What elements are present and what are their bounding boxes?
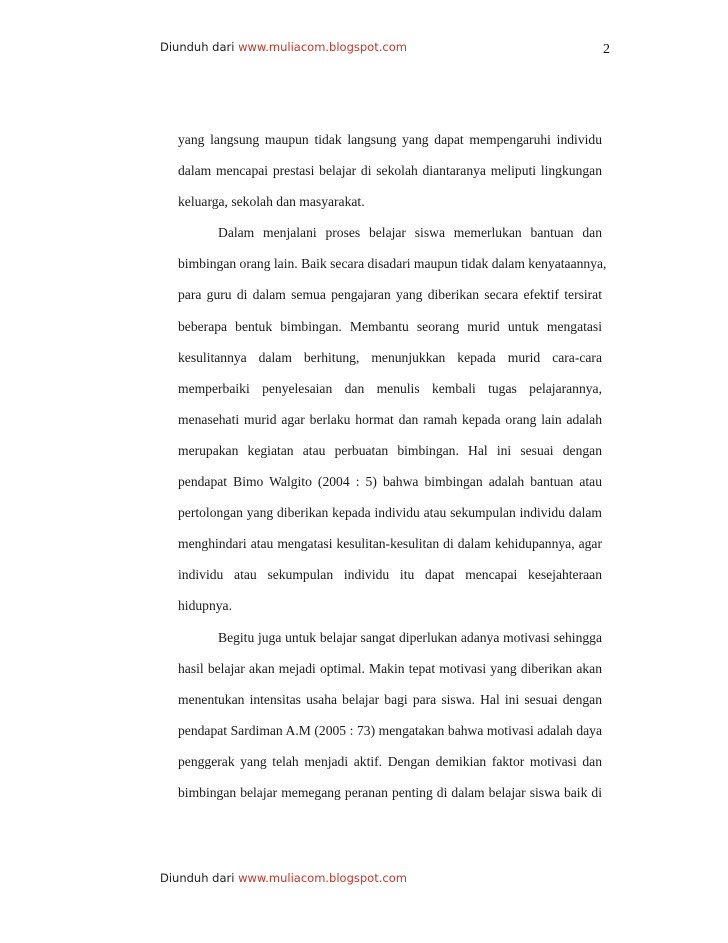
text-line: dalam mencapai prestasi belajar di sekolah diantaranya meliputi lingkungan <box>178 163 602 179</box>
text-line: keluarga, sekolah dan masyarakat. <box>178 194 365 210</box>
text-line: Begitu juga untuk belajar sangat diperlukan adanya motivasi sehingga <box>218 629 602 645</box>
source-link[interactable]: www.muliacom.blogspot.com <box>238 40 407 54</box>
paragraph <box>178 622 602 809</box>
text-line: Dalam menjalani proses belajar siswa memerlukan bantuan dan <box>218 225 602 241</box>
footer-link[interactable]: www.muliacom.blogspot.com <box>238 871 407 885</box>
paragraph <box>178 124 602 217</box>
source-prefix: Diunduh dari <box>160 40 239 54</box>
text-line: bimbingan belajar memegang peranan penting di dalam belajar siswa baik di <box>178 784 602 800</box>
paragraph <box>178 217 607 621</box>
text-line: para guru di dalam semua pengajaran yang diberikan secara efektif tersirat <box>178 287 602 303</box>
text-line: pendapat Bimo Walgito (2004 : 5) bahwa bimbingan adalah bantuan atau <box>178 474 602 490</box>
text-line: menasehati murid agar berlaku hormat dan ramah kepada orang lain adalah <box>178 411 602 427</box>
text-line: kesulitannya dalam berhitung, menunjukkan kepada murid cara-cara <box>178 349 602 365</box>
text-line: pendapat Sardiman A.M (2005 : 73) mengatakan bahwa motivasi adalah daya <box>178 722 602 738</box>
text-line: memperbaiki penyelesaian dan menulis kembali tugas pelajarannya, <box>178 380 602 396</box>
text-line: merupakan kegiatan atau perbuatan bimbingan. Hal ini sesuai dengan <box>178 442 602 458</box>
page-number: 2 <box>603 42 610 57</box>
text-line: menentukan intensitas usaha belajar bagi para siswa. Hal ini sesuai dengan <box>178 691 602 707</box>
text-line: individu atau sekumpulan individu itu dapat mencapai kesejahteraan <box>178 567 602 583</box>
page-header <box>160 40 610 60</box>
text-line: yang langsung maupun tidak langsung yang dapat mempengaruhi individu <box>178 132 602 147</box>
footer-prefix: Diunduh dari <box>160 871 239 885</box>
page-footer <box>160 871 610 885</box>
text-line: pertolongan yang diberikan kepada individu atau sekumpulan individu dalam <box>178 505 602 521</box>
text-line: hasil belajar akan mejadi optimal. Makin tepat motivasi yang diberikan akan <box>178 660 602 676</box>
text-line: menghindari atau mengatasi kesulitan-kesulitan di dalam kehidupannya, agar <box>178 536 602 552</box>
document-body <box>178 124 607 808</box>
text-line: bimbingan orang lain. Baik secara disadari maupun tidak dalam kenyataannya, <box>178 256 607 272</box>
text-line: hidupnya. <box>178 598 232 614</box>
text-line: beberapa bentuk bimbingan. Membantu seorang murid untuk mengatasi <box>178 318 602 334</box>
source-credit <box>160 40 407 54</box>
text-line: penggerak yang telah menjadi aktif. Dengan demikian faktor motivasi dan <box>178 753 602 769</box>
